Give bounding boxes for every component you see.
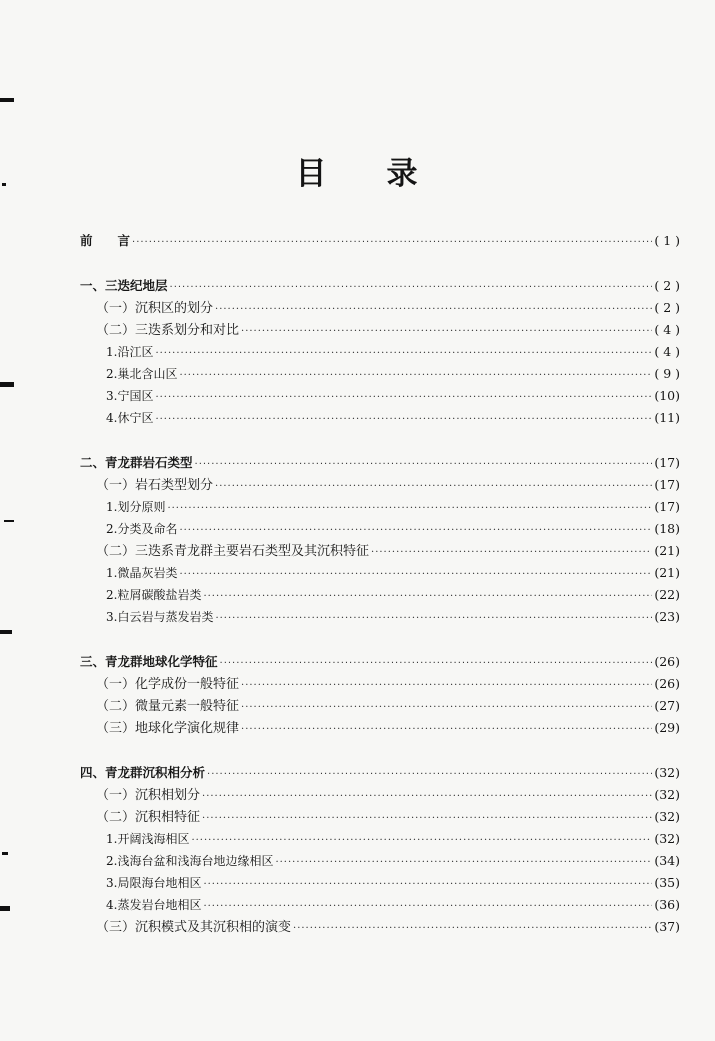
- leader-dots: [155, 387, 652, 409]
- entry-label: 2.巢北含山区: [106, 367, 178, 381]
- toc-entry[interactable]: [80, 363, 680, 385]
- leader-dots: [215, 299, 652, 321]
- toc-entry[interactable]: [80, 606, 680, 628]
- leader-dots: [293, 918, 652, 940]
- entry-label: 前 言: [80, 233, 131, 248]
- leader-dots: [215, 608, 652, 630]
- page-number: (17): [654, 499, 680, 514]
- toc-entry[interactable]: [80, 474, 680, 496]
- entry-label: （二）微量元素一般特征: [96, 699, 240, 714]
- page-number: (17): [654, 455, 680, 470]
- page-number: (32): [654, 831, 680, 846]
- leader-dots: [203, 586, 652, 608]
- scan-mark: [0, 906, 10, 911]
- scan-mark: [0, 98, 14, 102]
- toc-entry[interactable]: [80, 717, 680, 739]
- toc-entry[interactable]: [80, 695, 680, 717]
- toc-entry[interactable]: [80, 540, 680, 562]
- toc-entry[interactable]: [80, 762, 680, 784]
- page-number: ( 2 ): [654, 300, 680, 315]
- toc-entry[interactable]: [80, 341, 680, 363]
- leader-dots: [202, 808, 652, 830]
- page-number: ( 4 ): [654, 344, 680, 359]
- entry-label: （一）沉积相划分: [96, 788, 201, 803]
- entry-label: 2.浅海台盆和浅海台地边缘相区: [106, 854, 274, 868]
- entry-label: 1.划分原则: [106, 500, 166, 514]
- toc-entry[interactable]: [80, 651, 680, 673]
- toc-entry[interactable]: [80, 297, 680, 319]
- toc-entry[interactable]: [80, 673, 680, 695]
- leader-dots: [155, 343, 652, 365]
- toc-entry[interactable]: [80, 562, 680, 584]
- entry-label: （二）三迭系青龙群主要岩石类型及其沉积特征: [96, 544, 370, 559]
- page-number: ( 9 ): [654, 366, 680, 381]
- page-number: (22): [654, 587, 680, 602]
- leader-dots: [167, 498, 652, 520]
- scan-mark: [0, 382, 14, 387]
- entry-label: 3.宁国区: [106, 389, 154, 403]
- title-char: 录: [386, 156, 420, 192]
- table-of-contents: [80, 230, 680, 938]
- entry-label: 三、青龙群地球化学特征: [80, 654, 218, 669]
- entry-label: （二）三迭系划分和对比: [96, 323, 240, 338]
- toc-entry[interactable]: [80, 319, 680, 341]
- entry-label: 一、三迭纪地层: [80, 278, 168, 293]
- leader-dots: [202, 786, 652, 808]
- page-number: ( 4 ): [654, 322, 680, 337]
- page-number: (35): [654, 875, 680, 890]
- page-number: ( 1 ): [654, 233, 680, 248]
- entry-label: 4.蒸发岩台地相区: [106, 898, 202, 912]
- entry-label: （三）地球化学演化规律: [96, 721, 240, 736]
- entry-label: （一）化学成份一般特征: [96, 677, 240, 692]
- entry-label: （一）岩石类型划分: [96, 478, 214, 493]
- page-number: (32): [654, 765, 680, 780]
- leader-dots: [215, 476, 652, 498]
- page-number: (32): [654, 809, 680, 824]
- entry-label: 3.局限海台地相区: [106, 876, 202, 890]
- entry-label: 1.沿江区: [106, 345, 154, 359]
- page-number: (17): [654, 477, 680, 492]
- page-number: (21): [654, 543, 680, 558]
- toc-entry[interactable]: [80, 828, 680, 850]
- entry-label: （一）沉积区的划分: [96, 301, 214, 316]
- toc-entry[interactable]: [80, 850, 680, 872]
- toc-entry[interactable]: [80, 584, 680, 606]
- page-number: (21): [654, 565, 680, 580]
- leader-dots: [220, 653, 653, 675]
- page-number: (29): [654, 720, 680, 735]
- scan-mark: [2, 852, 8, 855]
- entry-label: 4.休宁区: [106, 411, 154, 425]
- entry-label: 四、青龙群沉积相分析: [80, 765, 206, 780]
- leader-dots: [241, 697, 652, 719]
- title-char: 目: [295, 156, 329, 192]
- page-number: (37): [654, 919, 680, 934]
- leader-dots: [191, 830, 652, 852]
- leader-dots: [203, 896, 652, 918]
- entry-label: 1.微晶灰岩类: [106, 566, 178, 580]
- page-number: (18): [654, 521, 680, 536]
- page-number: (11): [654, 410, 680, 425]
- entry-label: 二、青龙群岩石类型: [80, 455, 193, 470]
- leader-dots: [371, 542, 652, 564]
- entry-label: 1.开阔浅海相区: [106, 832, 190, 846]
- toc-entry[interactable]: [80, 496, 680, 518]
- page-number: (26): [654, 654, 680, 669]
- toc-entry[interactable]: [80, 894, 680, 916]
- toc-entry[interactable]: [80, 407, 680, 429]
- toc-entry[interactable]: [80, 784, 680, 806]
- leader-dots: [132, 232, 652, 254]
- page-number: (10): [654, 388, 680, 403]
- page-number: (27): [654, 698, 680, 713]
- leader-dots: [155, 409, 652, 431]
- leader-dots: [179, 520, 652, 542]
- page-number: (34): [654, 853, 680, 868]
- scan-mark: [4, 520, 14, 522]
- page-number: (32): [654, 787, 680, 802]
- page-number: ( 2 ): [654, 278, 680, 293]
- leader-dots: [241, 321, 652, 343]
- toc-entry[interactable]: [80, 230, 680, 252]
- leader-dots: [241, 719, 652, 741]
- page-title: [0, 148, 715, 193]
- toc-entry[interactable]: [80, 916, 680, 938]
- toc-entry[interactable]: [80, 452, 680, 474]
- page-number: (36): [654, 897, 680, 912]
- leader-dots: [179, 365, 652, 387]
- leader-dots: [170, 277, 653, 299]
- toc-entry[interactable]: [80, 275, 680, 297]
- entry-label: （三）沉积模式及其沉积相的演变: [96, 920, 292, 935]
- leader-dots: [203, 874, 652, 896]
- page-number: (23): [654, 609, 680, 624]
- page-number: (26): [654, 676, 680, 691]
- leader-dots: [275, 852, 652, 874]
- leader-dots: [195, 454, 653, 476]
- toc-entry[interactable]: [80, 385, 680, 407]
- toc-entry[interactable]: [80, 872, 680, 894]
- entry-label: 2.粒屑碳酸盐岩类: [106, 588, 202, 602]
- toc-entry[interactable]: [80, 806, 680, 828]
- entry-label: （二）沉积相特征: [96, 810, 201, 825]
- leader-dots: [207, 764, 652, 786]
- leader-dots: [241, 675, 652, 697]
- leader-dots: [179, 564, 652, 586]
- entry-label: 2.分类及命名: [106, 522, 178, 536]
- toc-entry[interactable]: [80, 518, 680, 540]
- entry-label: 3.白云岩与蒸发岩类: [106, 610, 214, 624]
- scan-mark: [0, 630, 12, 634]
